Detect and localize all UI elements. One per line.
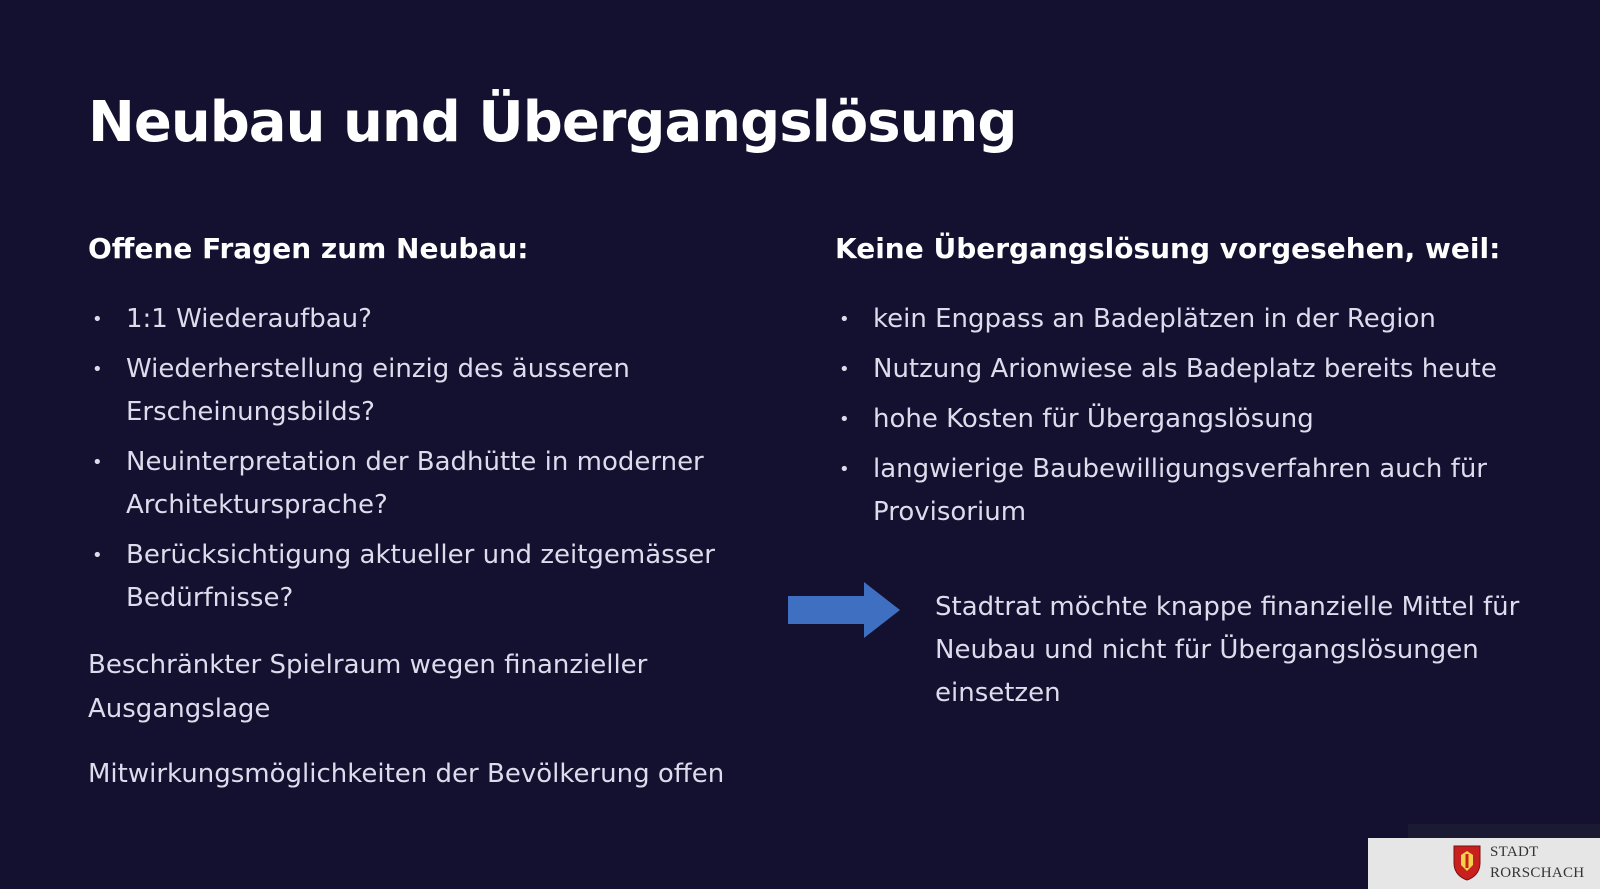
logo-text [1490, 842, 1584, 884]
bullet-icon: • [839, 359, 850, 380]
bullet-icon: • [92, 309, 103, 330]
list-item-text: Neuinterpretation der Badhütte in moderner Architektursprache? [126, 447, 704, 520]
list-item-text: Berücksichtigung aktueller und zeitgemässer Bedürfnisse? [126, 540, 715, 613]
logo-line-1: STADT [1490, 844, 1539, 860]
list-item-text: Nutzung Arionwiese als Badeplatz bereits heute [873, 354, 1497, 384]
list-item [88, 348, 748, 434]
open-questions-heading: Offene Fragen zum Neubau: [88, 232, 529, 265]
participation-note: Mitwirkungsmöglichkeiten der Bevölkerung offen [88, 759, 725, 789]
bullet-icon: • [839, 459, 850, 480]
reasons-list [835, 298, 1535, 541]
slide-title: Neubau und Übergangslösung [88, 90, 1017, 155]
list-item [835, 398, 1535, 441]
coat-of-arms-icon [1453, 845, 1481, 881]
open-questions-list [88, 298, 748, 627]
no-interim-heading: Keine Übergangslösung vorgesehen, weil: [835, 232, 1501, 265]
list-item [835, 298, 1535, 341]
list-item-text: langwierige Baubewilligungsverfahren auch für Provisorium [873, 454, 1487, 527]
logo-line-2: RORSCHACH [1490, 865, 1585, 881]
logo-shadow [1408, 824, 1600, 838]
list-item [835, 348, 1535, 391]
list-item-text: hohe Kosten für Übergangslösung [873, 404, 1314, 434]
list-item [88, 534, 748, 620]
bullet-icon: • [839, 309, 850, 330]
list-item-text: 1:1 Wiederaufbau? [126, 304, 372, 334]
right-arrow-icon [788, 582, 900, 638]
bullet-icon: • [92, 545, 103, 566]
list-item-text: Wiederherstellung einzig des äusseren Erscheinungsbilds? [126, 354, 630, 427]
list-item [88, 298, 748, 341]
conclusion-text: Stadtrat möchte knappe finanzielle Mittel für Neubau und nicht für Übergangslösungen einsetzen [935, 592, 1520, 708]
bullet-icon: • [92, 452, 103, 473]
city-logo [1368, 838, 1600, 889]
bullet-icon: • [92, 359, 103, 380]
list-item [835, 448, 1535, 534]
list-item [88, 441, 748, 527]
list-item-text: kein Engpass an Badeplätzen in der Region [873, 304, 1436, 334]
budget-note: Beschränkter Spielraum wegen finanzieller Ausgangslage [88, 650, 648, 724]
bullet-icon: • [839, 409, 850, 430]
